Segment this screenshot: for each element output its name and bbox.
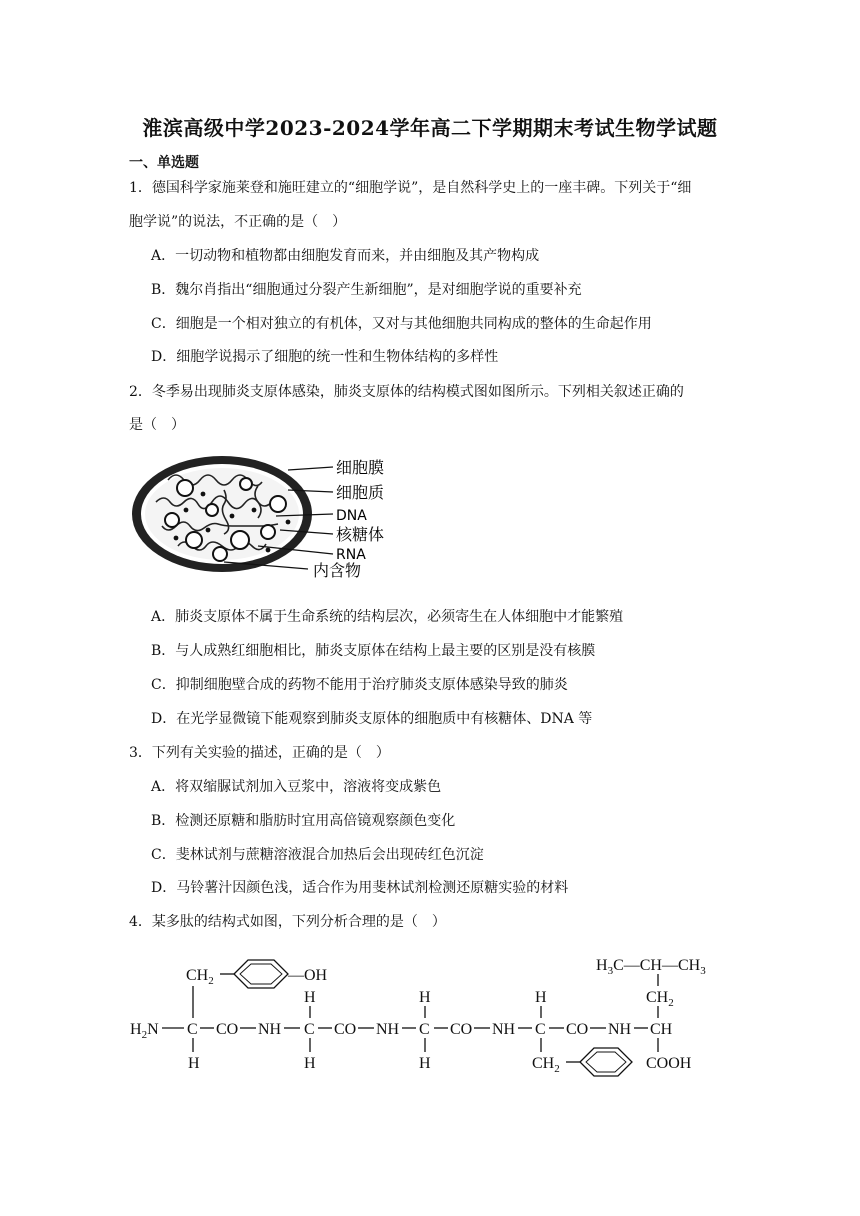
question-1-option-b: B．魏尔肖指出“细胞通过分裂产生新细胞”，是对细胞学说的重要补充: [151, 282, 582, 298]
ch2-tyr: $CH_2$: [186, 967, 214, 987]
question-1-stem-line-1: 1．德国科学家施莱登和施旺建立的“细胞学说”，是自然科学史上的一座丰碑。下列关于“细: [129, 180, 692, 196]
carboxyl-terminus: COOH: [646, 1055, 692, 1072]
svg-text:C: C: [535, 1021, 546, 1038]
svg-text:H: H: [304, 1055, 316, 1072]
amino-terminus: $H_2N$: [130, 1021, 159, 1041]
svg-text:CO: CO: [566, 1021, 589, 1038]
svg-text:H: H: [188, 1055, 200, 1072]
label-inclusion: 内含物: [313, 561, 362, 580]
question-3-option-a: A．将双缩脲试剂加入豆浆中，溶液将变成紫色: [151, 779, 442, 795]
svg-text:H: H: [419, 989, 431, 1006]
svg-text:NH: NH: [608, 1021, 632, 1038]
svg-text:H: H: [535, 989, 547, 1006]
question-2-option-c: C．抑制细胞壁合成的药物不能用于治疗肺炎支原体感染导致的肺炎: [151, 677, 568, 693]
question-1-option-d: D．细胞学说揭示了细胞的统一性和生物体结构的多样性: [151, 349, 499, 365]
question-2-option-d: D．在光学显微镜下能观察到肺炎支原体的细胞质中有核糖体、DNA 等: [151, 711, 593, 727]
svg-text:NH: NH: [376, 1021, 400, 1038]
question-1-option-c: C．细胞是一个相对独立的有机体，又对与其他细胞共同构成的整体的生命起作用: [151, 316, 652, 332]
svg-text:CO: CO: [334, 1021, 357, 1038]
label-dna: DNA: [336, 508, 367, 524]
question-2-option-b: B．与人成熟红细胞相比，肺炎支原体在结构上最主要的区别是没有核膜: [151, 643, 596, 659]
page-title: 淮滨高级中学2023-2024学年高二下学期期末考试生物学试题: [142, 116, 718, 140]
question-2-stem-line-1: 2．冬季易出现肺炎支原体感染，肺炎支原体的结构模式图如图所示。下列相关叙述正确的: [129, 384, 684, 400]
question-2-option-a: A．肺炎支原体不属于生命系统的结构层次，必须寄生在人体细胞中才能繁殖: [151, 609, 624, 625]
question-3-option-b: B．检测还原糖和脂肪时宜用高倍镜观察颜色变化: [151, 813, 456, 829]
question-2-stem-line-2: 是（ ）: [129, 417, 185, 433]
label-cell-membrane: 细胞膜: [336, 458, 385, 477]
question-3-option-d: D．马铃薯汁因颜色浅，适合作为用斐林试剂检测还原糖实验的材料: [151, 880, 569, 896]
svg-text:C: C: [419, 1021, 430, 1038]
label-ribosome: 核糖体: [336, 525, 385, 544]
question-3-stem: 3．下列有关实验的描述，正确的是（ ）: [129, 745, 390, 761]
peptide-structure-figure: [128, 948, 738, 1078]
isopropyl-group: $H_3C—CH—CH_3$: [596, 957, 706, 977]
question-3-option-c: C．斐林试剂与蔗糖溶液混合加热后会出现砖红色沉淀: [151, 847, 484, 863]
ch2-phe: $CH_2$: [532, 1055, 560, 1075]
svg-text:CH: CH: [650, 1021, 673, 1038]
mycoplasma-structure-figure: [128, 450, 418, 585]
label-cytoplasm: 细胞质: [336, 483, 385, 502]
label-rna: RNA: [336, 547, 366, 563]
svg-text:CH2: $CH_2$: [646, 989, 674, 1009]
svg-text:CO: CO: [450, 1021, 473, 1038]
svg-text:C: C: [187, 1021, 198, 1038]
svg-text:H: H: [304, 989, 316, 1006]
section-heading: 一、单选题: [129, 155, 199, 171]
hydroxyl-group: —OH: [288, 967, 328, 984]
svg-text:NH: NH: [492, 1021, 516, 1038]
svg-text:H: H: [419, 1055, 431, 1072]
question-4-stem: 4．某多肽的结构式如图，下列分析合理的是（ ）: [129, 914, 446, 930]
question-1-option-a: A．一切动物和植物都由细胞发育而来，并由细胞及其产物构成: [151, 248, 540, 264]
svg-text:NH: NH: [258, 1021, 282, 1038]
question-1-stem-line-2: 胞学说”的说法，不正确的是（ ）: [129, 214, 347, 230]
svg-text:CO: CO: [216, 1021, 239, 1038]
svg-text:C: C: [304, 1021, 315, 1038]
